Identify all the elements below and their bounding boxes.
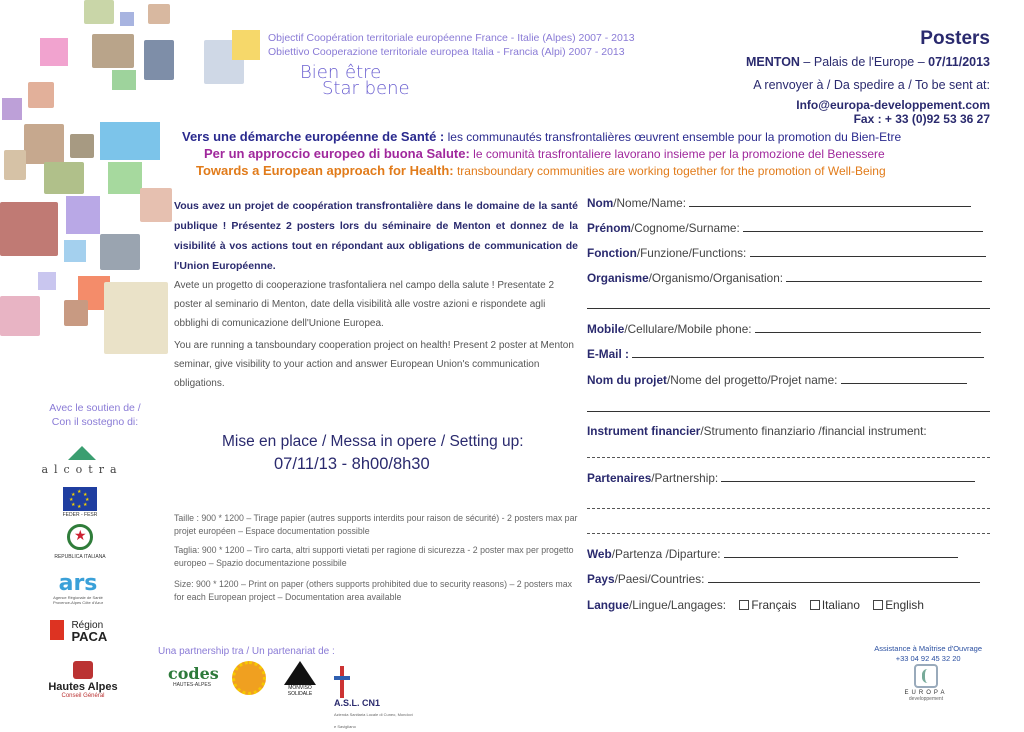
prenom-input[interactable]: [743, 222, 983, 232]
projet-input-line2[interactable]: [587, 411, 990, 412]
headline-it-text: le comunità trasfrontaliere lavorano insieme per la promozione del Benessere: [469, 147, 885, 161]
alcotra-logo: [40, 446, 124, 476]
headline-it-bold: Per un approccio europeo di buona Salute:: [204, 146, 470, 161]
paca-logo: [50, 620, 114, 646]
ars-text: ars: [58, 571, 98, 596]
republica-text: REPUBLICA ITALIANA: [54, 554, 106, 560]
collage-tile: [2, 98, 22, 120]
field-label-alt: /Organismo/Organisation:: [648, 271, 784, 285]
collage-tile: [38, 272, 56, 290]
headline-en-bold: Towards a European approach for Health:: [196, 163, 454, 178]
headline-it: [204, 146, 1024, 161]
setup-label: Mise en place: [222, 433, 318, 450]
field-label-alt: /Paesi/Countries:: [614, 572, 705, 586]
field-label-alt: /Nome/Name:: [613, 196, 686, 210]
sun-icon: [232, 661, 266, 695]
field-label: Mobile: [587, 322, 625, 336]
feder-text: FEDER - FESR: [62, 512, 98, 518]
paca-shield-icon: [50, 620, 64, 640]
programme-it: Obiettivo Cooperazione territoriale europea Italia - Francia (Alpi) 2007 - 2013: [268, 46, 625, 58]
field-label: Pays: [587, 572, 615, 586]
field-nom: [587, 196, 990, 210]
field-fonction: [587, 246, 990, 260]
monviso-logo: [280, 661, 320, 697]
event-venue: – Palais de l'Europe –: [799, 55, 929, 69]
headline-fr-text: les communautés transfrontalières œuvrent ensemble pour la promotion du Bien-Etre: [444, 130, 902, 144]
europa-logo: [902, 664, 950, 702]
codes-text: codes: [168, 664, 219, 683]
fonction-input[interactable]: [750, 247, 986, 257]
collage-photo: [64, 300, 88, 326]
italiano-checkbox[interactable]: [810, 600, 820, 610]
bien-etre-title: Bien être: [300, 62, 382, 83]
alcotra-text: alcotra: [41, 463, 123, 476]
europa-subtext: developpement: [908, 696, 944, 702]
ars-subtext: Agence Régionale de Santé Provence-Alpes Côte d'Azur: [52, 595, 104, 605]
italiano-label: Italiano: [821, 598, 860, 612]
programme-fr: Objectif Coopération territoriale européenne France - Italie (Alpes) 2007 - 2013: [268, 32, 635, 44]
field-mobile: [587, 322, 990, 336]
headline-en-text: transboundary communities are working together for the promotion of Well-Being: [453, 164, 886, 178]
collage-photo: [0, 296, 40, 336]
event-location: [746, 55, 990, 69]
field-label-alt: /Lingue/Langages:: [628, 598, 727, 612]
italian-republic-logo: [50, 524, 110, 560]
collage-photo: [140, 188, 172, 222]
pays-input[interactable]: [708, 573, 980, 583]
collage-photo: [0, 202, 58, 256]
field-label-alt: /Partnership:: [651, 471, 719, 485]
field-web: [587, 547, 990, 561]
codes-subtext: HAUTES-ALPES: [172, 682, 212, 688]
collage-photo: [44, 162, 84, 194]
page-title: Posters: [920, 28, 990, 49]
eu-logo: [62, 487, 98, 518]
field-organisme: [587, 271, 990, 285]
collage-photo: [100, 234, 140, 270]
field-label: Langue: [587, 598, 629, 612]
headline-fr: [182, 129, 1002, 144]
field-label-alt: /Nome del progetto/Projet name:: [666, 373, 838, 387]
europa-mark-icon: [914, 664, 938, 688]
emblem-icon: [67, 524, 93, 550]
francais-checkbox[interactable]: [739, 600, 749, 610]
field-label: Nom du projet: [587, 373, 667, 387]
collage-tile: [66, 196, 100, 234]
field-label: Instrument financier: [587, 424, 701, 438]
asl-text-block: [334, 698, 414, 732]
collage-tile: [40, 38, 68, 66]
setup-time: 07/11/13 - 8h00/8h30: [274, 455, 430, 473]
event-date: 07/11/2013: [928, 55, 990, 69]
collage-tile: [64, 240, 86, 262]
event-city: MENTON: [746, 55, 800, 69]
size-note-it: Taglia: 900 * 1200 – Tiro carta, altri supporti vietati per ragione di sicurezza - 2 poster max per progetto europeo – Spazio documentazione possibile: [174, 545, 574, 568]
size-note-fr: Taille : 900 * 1200 – Tirage papier (autres supports interdits pour raison de sécurité) - 2 posters max par projet européen – Espace documentation possible: [174, 513, 578, 536]
english-checkbox[interactable]: [873, 600, 883, 610]
intro-en: You are running a tansboundary cooperation project on health! Present 2 poster at Menton seminar, give visibility to your action and answer European Union's communication obligations.: [174, 340, 574, 389]
intro-fr: Vous avez un projet de coopération transfrontalière dans le domaine de la santé publique ! Présentez 2 posters lors du séminaire de Menton et donnez de la visibilité à vos actions tout en répondant aux obligations de communication de l'Union Européenne.: [174, 200, 578, 272]
field-label-alt: /Partenza /Diparture:: [611, 547, 721, 561]
hautes-alpes-text: Hautes Alpes: [48, 681, 118, 693]
europa-text: EUROPA: [904, 690, 948, 696]
size-note-en: Size: 900 * 1200 – Print on paper (others supports prohibited due to security reasons) – 2 posters max for each European project – Documentation area available: [174, 579, 573, 602]
organisme-input[interactable]: [786, 272, 982, 282]
support-label: [20, 401, 170, 429]
assistance-label: Assistance à Maîtrise d'Ouvrage: [874, 644, 982, 653]
francais-label: Français: [751, 598, 797, 612]
intro-it: Avete un progetto di cooperazione trasfontaliera nel campo della salute ! Presentate 2 poster al seminario di Menton, date della visibilità alle vostre azioni e rispondete agli obblighi di comunicazione dell'Unione Europea.: [174, 280, 555, 329]
web-input[interactable]: [724, 548, 958, 558]
asl-logo: [334, 666, 414, 732]
asl-subtext: Azienda Sanitaria Locale di Cuneo, Mondovì e Savigliano: [334, 712, 413, 729]
field-label: Partenaires: [587, 471, 652, 485]
cross-icon: [334, 666, 350, 698]
field-label: Prénom: [587, 221, 631, 235]
collage-photo: [24, 124, 64, 164]
collage-tile: [112, 70, 136, 90]
field-label-alt: /Cellulare/Mobile phone:: [624, 322, 752, 336]
english-label: English: [885, 598, 924, 612]
collage-tile: [108, 162, 142, 194]
eu-flag-icon: ★ ★ ★ ★ ★ ★ ★ ★: [63, 487, 97, 511]
contact-fax: Fax : + 33 (0)92 53 36 27: [853, 112, 990, 126]
asl-text: A.S.L. CN1: [334, 698, 381, 708]
monviso-text: MONVISO SOLIDALE: [287, 685, 313, 697]
collage-photo: [28, 82, 54, 108]
field-label: Fonction: [587, 246, 637, 260]
setup-heading: [222, 433, 524, 451]
headline-fr-bold: Vers une démarche européenne de Santé :: [182, 129, 445, 144]
collage-tile: [120, 12, 134, 26]
collage-photo: [92, 34, 134, 68]
partnership-label: Una partnership tra / Un partenariat de :: [158, 646, 335, 657]
support-label-it: Con il sostegno di:: [51, 416, 139, 428]
email-input[interactable]: [632, 348, 984, 358]
star-bene-title: Star bene: [322, 78, 410, 99]
nom-input[interactable]: [689, 197, 971, 207]
collage-photo: [84, 0, 114, 24]
field-label: Nom: [587, 196, 614, 210]
assistance-block: [874, 644, 982, 664]
field-label-alt: /Cognome/Surname:: [630, 221, 740, 235]
field-langue: [587, 598, 990, 612]
mobile-input[interactable]: [755, 323, 981, 333]
collage-tile: [232, 30, 260, 60]
partenaires-input-line2[interactable]: [587, 508, 990, 509]
paca-name: PACA: [71, 629, 108, 644]
instrument-input[interactable]: [587, 457, 990, 458]
field-pays: [587, 572, 990, 586]
support-label-fr: Avec le soutien de /: [49, 402, 141, 414]
hautes-alpes-subtext: Conseil Général: [61, 693, 105, 699]
ars-logo: [48, 573, 108, 605]
collage-tile: [100, 122, 160, 160]
setup-label-translations: / Messa in opere / Setting up:: [317, 433, 524, 450]
field-prenom: [587, 221, 990, 235]
headline-en: [196, 163, 1016, 178]
collage-photo: [104, 282, 168, 354]
field-label: Organisme: [587, 271, 649, 285]
organisme-input-line2[interactable]: [587, 308, 990, 309]
field-label-alt: /Strumento finanziario /financial instrument:: [700, 424, 927, 438]
collage-photo: [148, 4, 170, 24]
mountain-icon: [284, 661, 316, 685]
paca-region: Région: [71, 620, 104, 631]
field-instrument: [587, 424, 990, 438]
collage-photo: [4, 150, 26, 180]
hautes-alpes-emblem-icon: [73, 661, 93, 679]
field-label: Web: [587, 547, 612, 561]
partenaires-input[interactable]: [721, 472, 975, 482]
field-projet: [587, 373, 990, 387]
alcotra-mark-icon: [68, 446, 96, 460]
paca-text: [71, 620, 107, 644]
adoc-logo: [226, 661, 272, 701]
contact-block: [746, 98, 990, 126]
event-info: [746, 28, 990, 126]
send-to-label: A renvoyer à / Da spedire a / To be sent at:: [753, 78, 990, 92]
collage-photo: [70, 134, 94, 158]
contact-email[interactable]: Info@europa-developpement.com: [796, 98, 990, 112]
field-label: E-Mail :: [587, 347, 629, 361]
collage-photo: [144, 40, 174, 80]
field-partenaires: [587, 471, 990, 485]
projet-input[interactable]: [841, 374, 967, 384]
photo-collage: [0, 0, 175, 400]
codes-logo: [168, 664, 219, 688]
field-email: [587, 347, 990, 361]
hautes-alpes-logo: [38, 661, 128, 699]
assistance-phone: +33 04 92 45 32 20: [895, 654, 961, 663]
partenaires-input-line3[interactable]: [587, 533, 990, 534]
programme-heading: [268, 31, 635, 59]
field-label-alt: /Funzione/Functions:: [636, 246, 747, 260]
